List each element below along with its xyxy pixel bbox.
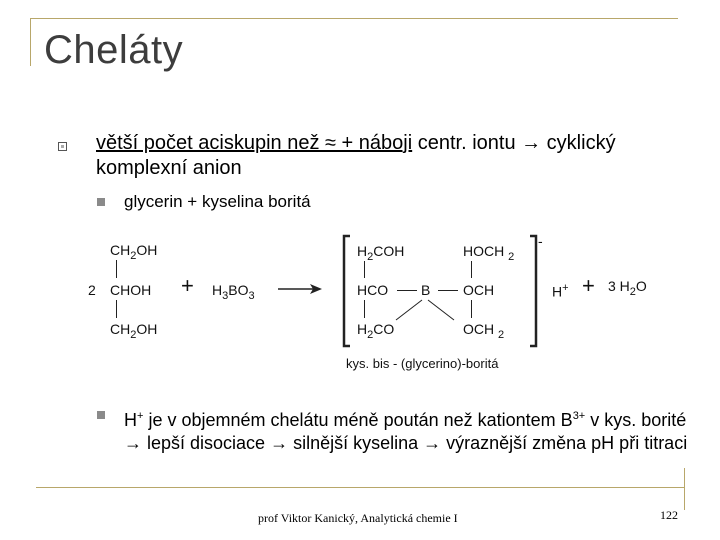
complex-h2coh: $H_2COH$	[357, 243, 405, 263]
frame-bottom-line	[36, 487, 684, 488]
boric-acid: $H_3BO_3$	[212, 282, 255, 302]
text-h: H	[124, 410, 137, 430]
frame-top-line	[30, 18, 678, 19]
complex-hco: HCO	[357, 282, 389, 298]
bullet-square-icon	[58, 142, 67, 151]
underlined-text: větší počet aciskupin než ≈ + náboji	[96, 132, 413, 154]
complex-och2: OCH $_2$	[463, 321, 505, 341]
bond-line	[397, 290, 417, 291]
bullet-text-rest: centr. iontu → cyklický komplexní anion	[96, 132, 616, 179]
footer-text: prof Viktor Kanický, Analytická chemie I	[258, 511, 458, 525]
glycerol-ch2oh-bottom: $CH_2OH$	[110, 321, 158, 341]
frame-left-line	[30, 18, 31, 66]
page-number: 122	[660, 508, 678, 522]
water: 3 $H_2O$	[608, 278, 647, 298]
plus-sign: +	[181, 273, 194, 298]
bullet-text-chelates	[96, 131, 696, 181]
sub-bullet-icon	[97, 411, 105, 419]
glycerol-ch2oh-top: $CH_2OH$	[110, 242, 158, 262]
bond-line	[116, 260, 117, 278]
superscript-3plus: 3+	[572, 410, 586, 422]
complex-caption: kys. bis - (glycerino)-boritá	[346, 356, 499, 371]
complex-h2co: $H_2CO$	[357, 321, 395, 341]
text-end: v kys. borité → lepší disociace → silnější kyselina → výraznější změna pH při titraci	[124, 410, 688, 453]
slide-title: Cheláty	[44, 28, 184, 72]
reaction-arrow-icon	[276, 282, 324, 296]
complex-och: OCH	[463, 282, 495, 298]
boron-oxygen-bonds-icon	[388, 298, 462, 322]
boron-center: B	[421, 282, 431, 298]
coefficient: 2	[88, 282, 96, 298]
proton: H+	[552, 282, 569, 300]
text-middle: je v objemném chelátu méně poután než kationtem B	[143, 410, 573, 430]
glycerol-choh: CHOH	[110, 282, 152, 298]
complex-hoch2: HOCH $_2$	[463, 243, 515, 263]
bond-line	[364, 261, 365, 278]
frame-right-line	[684, 468, 685, 510]
sub-bullet-text-proton	[124, 405, 704, 455]
sub-bullet-icon	[97, 198, 105, 206]
bond-line	[438, 290, 458, 291]
sub-bullet-text-glycerin: glycerin + kyselina boritá	[124, 192, 311, 211]
bond-line	[471, 261, 472, 278]
bond-line	[364, 300, 365, 318]
complex-charge: -	[538, 233, 543, 249]
bond-line	[116, 300, 117, 318]
superscript-plus: +	[137, 410, 144, 422]
plus-sign-2: +	[582, 273, 595, 298]
bond-line	[471, 300, 472, 318]
